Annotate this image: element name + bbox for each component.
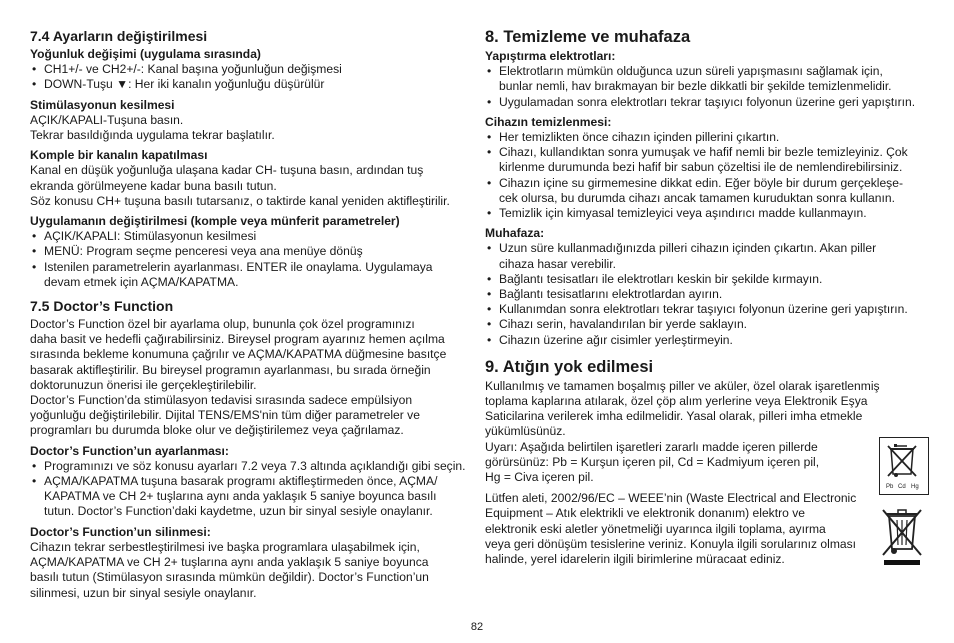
section-8-title: 8. Temizleme ve muhafaza [485,28,691,46]
text-line: daha basit ve hedefli çağırabilirsiniz. Bireysel program ayarınız hemen açılma [30,332,445,347]
lead-label: Pb [886,484,894,490]
electrodes-heading: Yapıştırma elektrotları: [485,49,616,63]
intensity-change-list [30,62,475,92]
text-line: programları bu durumda bloke olur ve değiştirilemez veya çağrılamaz. [30,423,404,438]
text-line: elektronik eski aletler yönetmeliği uyarınca ilgili toplama, ayırma [485,521,826,536]
section-7-4-title: 7.4 Ayarların değiştirilmesi [30,28,208,44]
text-line: cek olursa, bu durumda cihazı ancak tamamen kuruduktan sonra kullanın. [499,190,895,205]
text-line: Doctor’s Function’da stimülasyon tedavisi sırasında sadece empülsiyon [30,393,413,408]
crossed-wheelie-bin-icon [878,505,926,567]
list-item: • DOWN-Tuşu ▼: Her iki kanalın yoğunluğu düşürülür [30,77,475,92]
text-line: Kullanılmış ve tamamen boşalmış piller ve aküler, özel olarak işaretlenmiş [485,378,880,393]
weee-disposal-symbol [878,505,926,567]
application-change-list [30,229,475,290]
text-line: Tekrar basıldığında uygulama tekrar başlatılır. [30,128,275,143]
list-item [485,145,925,175]
cadmium-label: Cd [898,484,906,490]
text-line: Saticilarina verilerek imha edilmelidir. Yasal olarak, pilleri imha etmekle [485,409,863,424]
list-item [485,317,925,332]
text-line: Kullanımdan sonra elektrotları tekrar taşıyıcı folyonun üzerine geri yapıştırın. [499,302,908,317]
text-line: doktorunuzun önerisi ile gerçekleştirilebilir. [30,377,257,392]
list-item [485,95,925,110]
list-item [485,272,925,287]
page-number: 82 [470,621,484,633]
text-line: • Istenilen parametrelerin ayarlanması. ENTER ile onaylama. Uygulamaya [44,259,433,274]
electrodes-list [485,64,925,110]
section-7-5-title: 7.5 Doctor’s Function [30,298,174,315]
device-cleaning-heading: Cihazın temizlenmesi: [485,114,612,129]
text-line: veya geri dönüşüm tesislerine veriniz. Konuyla ilgili sorularınız olması [485,536,857,551]
list-item [485,333,925,348]
list-item [30,260,475,290]
text-line: sırasında bekleme konumuna çağrılır ve AÇMA/KAPATMA düğmesine basıtçe [30,347,447,362]
text-line: Programınızı ve söz konusu ayarları 7.2 veya 7.3 altında açıklandığı gibi seçin. [44,458,466,473]
list-item [30,244,475,259]
channel-off-heading: Komple bir kanalın kapatılması [30,148,208,163]
text-line: • Cihazı, kullandıktan sonra yumuşak ve hafif nemli bir bezle temizleyiniz. Çok [499,145,908,160]
text-line: Cihazı serin, havalandırılan bir yerde saklayın. [499,317,748,332]
list-item [485,130,925,145]
doctors-function-setup-list [30,459,475,520]
text-line: Cihazın tekrar serbestleştirilmesi ive başka programlara ulaşabilmek için, [30,539,420,554]
text-line: AÇIK/KAPALI-Tuşuna basın. [30,112,184,127]
list-item [485,206,925,221]
text-line: halinde, yerel idarelerin ilgili birimlerine müracaat ediniz. [485,552,785,567]
text-line: toplama kaplarına atılarak, özel çöp alım yerlerine veya Elektronik Eşya [485,394,868,409]
list-item [485,302,925,317]
device-cleaning-list [485,130,925,221]
doctors-function-delete-heading: Doctor’s Function’un silinmesi: [30,524,211,539]
left-column [30,22,475,601]
text-line: Doctor’s Function özel bir ayarlama olup, bununla çok özel programınızı [30,317,415,332]
text-line: devam etmek için AÇMA/KAPATMA. [44,274,239,289]
mercury-label: Hg [911,484,919,490]
list-item [30,459,475,474]
storage-list [485,241,925,347]
right-column [485,22,925,567]
doctors-function-setup-heading: Doctor’s Function’un ayarlanması: [30,443,229,458]
text-line: yoğunluğu değiştirilebilir. Dijital TENS/EMS'nin tüm diğer parametreler ve [30,408,420,423]
stimulation-stop-heading: Stimülasyonun kesilmesi [30,97,175,112]
text-line: AÇIK/KAPALI: Stimülasyonun kesilmesi [44,229,257,244]
text-line: kirlenme durumunda bezi hafif bir sabun çözeltisi ile de nemlendirebilirsiniz. [499,160,903,175]
list-item [485,64,925,94]
list-item [30,474,475,520]
text-line: MENÜ: Program seçme penceresi veya ana menüye dönüş [44,244,363,259]
list-item: • CH1+/- ve CH2+/-: Kanal başına yoğunluğun değişmesi [30,62,475,77]
text-line: • Cihazın içine su girmemesine dikkat edin. Eğer böyle bir durum gerçekleşe- [499,175,903,190]
text-line: Temizlik için kimyasal temizleyici veya aşındırıcı madde kullanmayın. [499,206,867,221]
text-line: Kanal en düşük yoğunluğa ulaşana kadar CH- tuşuna basın, ardından tuş [30,163,424,178]
intensity-change-heading: Yoğunluk değişimi (uygulama sırasında) [30,47,261,61]
text-line: Bağlantı tesisatları ile elektrotları keskin bir şekilde kırmayın. [499,271,823,286]
text-line: Uygulamadan sonra elektrotları tekrar taşıyıcı folyonun üzerine geri yapıştırın. [499,94,916,109]
text-line: Bağlantı tesisatlarını elektrotlardan ayırın. [499,287,723,302]
application-change-heading: Uygulamanın değiştirilmesi (komple veya münferit parametreler) [30,214,400,229]
text-line: Lütfen aleti, 2002/96/EC – WEEE’nin (Waste Electrical and Electronic [485,491,857,506]
list-item [485,176,925,206]
section-9-title: 9. Atığın yok edilmesi [485,357,654,376]
text-line: bunlar nemli, hav bırakmayan bir bezle dikkatli bir şekilde temizlenmelidir. [499,79,892,94]
list-item [485,241,925,271]
text-line: Equipment – Atık elektrikli ve elektronik donanım) elektro ve [485,506,805,521]
text-line: • AÇMA/KAPATMA tuşuna basarak programı aktifleştirmeden önce, AÇMA/ [44,474,438,489]
text-line: Cihazın üzerine ağır cisimler yerleştirmeyin. [499,332,733,347]
list-item [30,229,475,244]
text-line: Uyarı: Aşağıda belirtilen işaretleri zararlı madde içeren pillerde [485,439,818,454]
text-line: Söz konusu CH+ tuşuna basılı tutarsanız, o taktirde kanal yeniden aktifleştirilir. [30,193,450,208]
battery-disposal-symbol [879,437,929,495]
text-line: AÇMA/KAPATMA ve CH 2+ tuşlarına aynı anda yaklaşık 5 saniye boyunca [30,555,429,570]
crossed-bin-battery-icon [880,438,927,493]
text-line: Her temizlikten önce cihazın içinden pillerini çıkartın. [499,130,780,145]
text-line: • Elektrotların mümkün olduğunca uzun süreli yapışmasını sağlamak için, [499,64,883,79]
list-item [485,287,925,302]
text-line: KAPATMA ve CH 2+ tuşlarına aynı anda yaklaşık 5 saniye boyunca basılı [44,489,437,504]
text-line: silinmesi, uzun bir sinyal sesiyle onaylanır. [30,585,257,600]
text-line: görürsünüz: Pb = Kurşun içeren pil, Cd = Kadmiyum içeren pil, [485,454,820,469]
text-line: Hg = Civa içeren pil. [485,470,594,485]
text-line: cihaza hasar verebilir. [499,256,616,271]
text-line: yükümlüsünüz. [485,424,566,439]
text-line: basılı tutun (Stimülasyon sırasında mümkün değildir). Doctor’s Function’un [30,570,429,585]
text-line: • Uzun süre kullanmadığınızda pilleri cihazın içinden çıkartın. Akan piller [499,241,877,256]
text-line: basarak aktifleştirilir. Bu bireysel programın ayarlanması, bu sırada örneğin [30,362,431,377]
text-line: ekranda görülmeyene kadar buna basılı tutun. [30,178,277,193]
storage-heading: Muhafaza: [485,226,545,241]
text-line: tutun. Doctor’s Function’daki kaydetme, uzun bir sinyal sesiyle onaylanır. [44,504,433,519]
